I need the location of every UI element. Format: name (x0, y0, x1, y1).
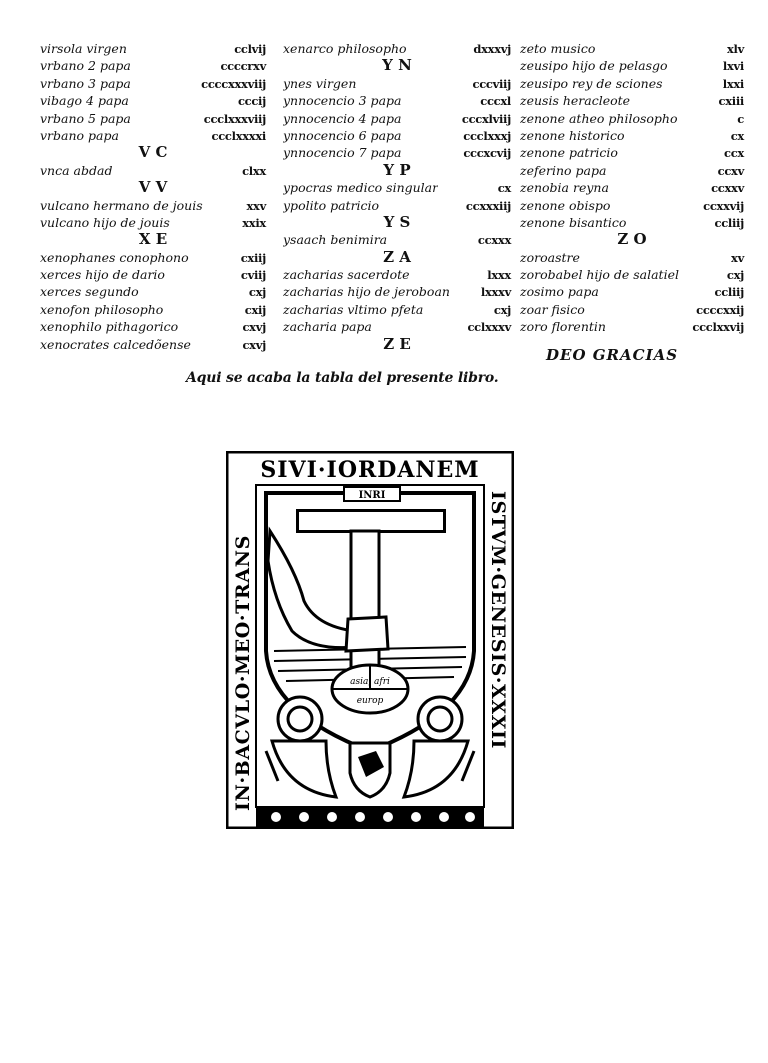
index-entry-folio: xxv (246, 198, 266, 213)
index-entry-name: vrbano papa (40, 127, 119, 143)
index-entry-folio: cviij (240, 268, 266, 283)
index-entry-folio: cx (730, 128, 744, 143)
index-entry-folio: cxiij (240, 250, 266, 265)
index-entry (283, 197, 511, 214)
top-inscription: SIVI·IORDANEM (260, 457, 480, 483)
index-entry (283, 179, 511, 196)
index-entry-name: zeusis heracleote (520, 93, 631, 109)
index-entry-folio: cxvj (242, 337, 266, 352)
index-entry (40, 162, 266, 179)
index-entry-folio: lxxi (722, 76, 744, 91)
index-entry (40, 301, 266, 318)
index-entry-name: zoro florentin (520, 319, 606, 335)
index-entry (520, 57, 744, 74)
index-entry-folio: cxj (248, 285, 266, 300)
index-entry (283, 318, 511, 335)
index-entry-name: zoroastre (520, 249, 580, 265)
index-entry-name: vrbano 5 papa (40, 110, 131, 126)
index-entry (520, 318, 744, 335)
index-entry-name: ynnocencio 6 papa (283, 127, 402, 143)
index-entry (40, 214, 266, 231)
index-entry-folio: ccclxxvij (692, 320, 744, 335)
index-entry (283, 283, 511, 300)
index-entry (520, 249, 744, 266)
index-entry (40, 283, 266, 300)
index-entry-name: vibago 4 papa (40, 93, 129, 109)
index-entry-folio: ccx (724, 146, 744, 161)
index-letter-heading: V V (138, 178, 168, 197)
index-entry-name: zacharias vltimo pfeta (283, 301, 424, 317)
index-entry-name: ynnocencio 4 papa (283, 110, 402, 126)
index-entry-name: ynes virgen (283, 75, 357, 91)
index-entry-folio: ccccrxv (220, 59, 266, 74)
index-entry-folio: cccviij (472, 76, 511, 91)
index-letter-heading: Z E (383, 334, 411, 353)
index-entry-name: xerces hijo de dario (40, 267, 165, 283)
index-entry (520, 301, 744, 318)
index-letter-heading: Z A (383, 247, 411, 266)
index-entry-name: ypocras medico singular (283, 180, 439, 196)
index-entry (520, 92, 744, 109)
index-entry (283, 92, 511, 109)
index-entry-folio: ccliij (714, 215, 744, 230)
index-entry (283, 266, 511, 283)
index-entry-name: zacharias hijo de jeroboan (283, 284, 450, 300)
index-entry-name: vrbano 2 papa (40, 58, 131, 74)
index-entry-folio: ccclxxxj (463, 128, 511, 143)
index-letter-heading: Z O (617, 230, 647, 249)
index-entry (40, 336, 266, 353)
index-entry-folio: clxx (242, 163, 266, 178)
index-letter-heading: V C (138, 143, 168, 162)
index-entry (40, 75, 266, 92)
index-entry-folio: ccxxvij (703, 198, 744, 213)
index-entry (283, 144, 511, 161)
index-entry-folio: cclvij (234, 42, 266, 56)
index-entry (40, 127, 266, 144)
index-entry-folio: xlv (726, 42, 744, 56)
index-entry-name: vulcano hermano de jouis (40, 197, 203, 213)
index-entry-name: ynnocencio 3 papa (283, 93, 402, 109)
index-entry (520, 197, 744, 214)
closing-line: Aqui se acaba la tabla del presente libro. (186, 370, 499, 386)
index-entry (40, 266, 266, 283)
index-entry-folio: lxxx (487, 268, 511, 283)
index-entry-folio: ccxv (717, 163, 744, 178)
index-entry-name: zenobia reyna (520, 180, 609, 196)
index-entry-name: zosimo papa (520, 284, 599, 300)
globe-upper-label: asia, afri (350, 677, 390, 687)
index-entry-name: xenarco philosopho (283, 41, 407, 56)
printer-mark-woodcut (226, 451, 514, 829)
index-entry-folio: dxxxvj (473, 42, 511, 56)
right-inscription: ISTVM·GENESIS·XXXII (487, 491, 509, 750)
index-entry (40, 40, 266, 57)
index-letter-heading: X E (138, 230, 168, 249)
index-entry-name: vrbano 3 papa (40, 75, 131, 91)
index-entry-name: virsola virgen (40, 41, 127, 56)
index-entry (520, 127, 744, 144)
index-entry-folio: ccliij (714, 285, 744, 300)
index-entry (520, 162, 744, 179)
index-entry-folio: ccccxxij (696, 302, 744, 317)
index-entry-folio: ccxxv (711, 181, 744, 196)
index-entry (40, 57, 266, 74)
titulus-text: INRI (358, 490, 386, 501)
index-entry-folio: ccclxxxxi (211, 128, 266, 143)
index-entry-folio: cclxxxv (467, 320, 511, 335)
index-entry-folio: cccxl (480, 94, 511, 109)
index-entry-name: vnca abdad (40, 162, 113, 178)
index-entry-name: ynnocencio 7 papa (283, 145, 402, 161)
index-entry (40, 110, 266, 127)
index-entry-folio: cccxlviij (461, 111, 511, 126)
index-entry-name: xerces segundo (40, 284, 139, 300)
index-entry-name: xenofon philosopho (40, 301, 164, 317)
index-entry (40, 92, 266, 109)
index-column-3 (520, 40, 744, 336)
index-entry-folio: xxix (242, 215, 266, 230)
index-entry (520, 144, 744, 161)
index-entry (283, 301, 511, 318)
colophon-text: DEO GRACIAS (546, 346, 679, 364)
index-letter-heading: Y N (382, 56, 412, 75)
index-entry-folio: ccxxx (477, 233, 511, 248)
index-entry-name: zeto musico (520, 41, 596, 56)
index-entry-name: zoar fisico (520, 301, 585, 317)
index-entry-name: zenone historico (520, 127, 625, 143)
index-entry (283, 127, 511, 144)
index-entry-name: zenone patricio (520, 145, 618, 161)
index-entry-folio: cxij (244, 302, 266, 317)
index-entry (283, 40, 511, 57)
index-column-1 (40, 40, 266, 353)
index-entry (520, 214, 744, 231)
globe-lower-label: europ (356, 696, 384, 706)
index-entry-folio: cx (497, 181, 511, 196)
index-entry-name: zeferino papa (520, 162, 607, 178)
index-entry-folio: cxj (493, 302, 511, 317)
index-entry-name: ypolito patricio (283, 197, 380, 213)
index-letter-heading: Y P (383, 160, 411, 179)
index-entry-folio: ccxxxiij (465, 198, 511, 213)
index-entry-name: xenocrates calcedõense (40, 336, 191, 352)
index-column-2 (283, 40, 511, 353)
index-entry-name: vulcano hijo de jouis (40, 214, 170, 230)
printer-mark-illustration (226, 451, 514, 829)
index-letter-heading: Y S (383, 212, 411, 231)
index-entry (40, 197, 266, 214)
index-entry-name: xenophilo pithagorico (40, 319, 179, 335)
index-entry (40, 249, 266, 266)
index-entry-name: zenone atheo philosopho (520, 110, 678, 126)
index-entry-folio: cccxcvij (463, 146, 511, 161)
index-entry-name: zeusipo rey de sciones (520, 75, 663, 91)
index-entry (283, 75, 511, 92)
index-entry-name: zorobabel hijo de salatiel (520, 267, 679, 283)
index-entry (520, 75, 744, 92)
index-entry-folio: lxxxv (480, 285, 511, 300)
index-entry-name: ysaach benimira (283, 232, 388, 248)
index-entry-folio: ccccxxxviij (201, 76, 266, 91)
index-entry-name: zeusipo hijo de pelasgo (520, 58, 668, 74)
index-entry-folio: cxiii (718, 94, 744, 109)
index-entry (520, 266, 744, 283)
left-inscription: IN·BACVLO·MEO·TRANS (232, 535, 254, 811)
index-entry-name: zacharia papa (283, 319, 372, 335)
index-entry (520, 179, 744, 196)
index-entry-folio: ccclxxxviij (203, 111, 266, 126)
index-entry-name: zenone obispo (520, 197, 611, 213)
index-entry (40, 318, 266, 335)
index-entry (520, 110, 744, 127)
index-entry-folio: lxvi (722, 59, 744, 74)
index-entry-folio: cxj (726, 268, 744, 283)
index-entry (283, 110, 511, 127)
index-entry-name: xenophanes conophono (40, 249, 189, 265)
index-entry-folio: cccij (237, 94, 266, 109)
index-entry (520, 40, 744, 57)
index-entry-folio: cxvj (242, 320, 266, 335)
index-entry (520, 283, 744, 300)
index-entry-folio: xv (731, 250, 744, 265)
index-entry-name: zenone bisantico (520, 214, 627, 230)
index-entry-folio: c (737, 111, 744, 126)
index-entry (283, 231, 511, 248)
index-entry-name: zacharias sacerdote (283, 267, 410, 283)
